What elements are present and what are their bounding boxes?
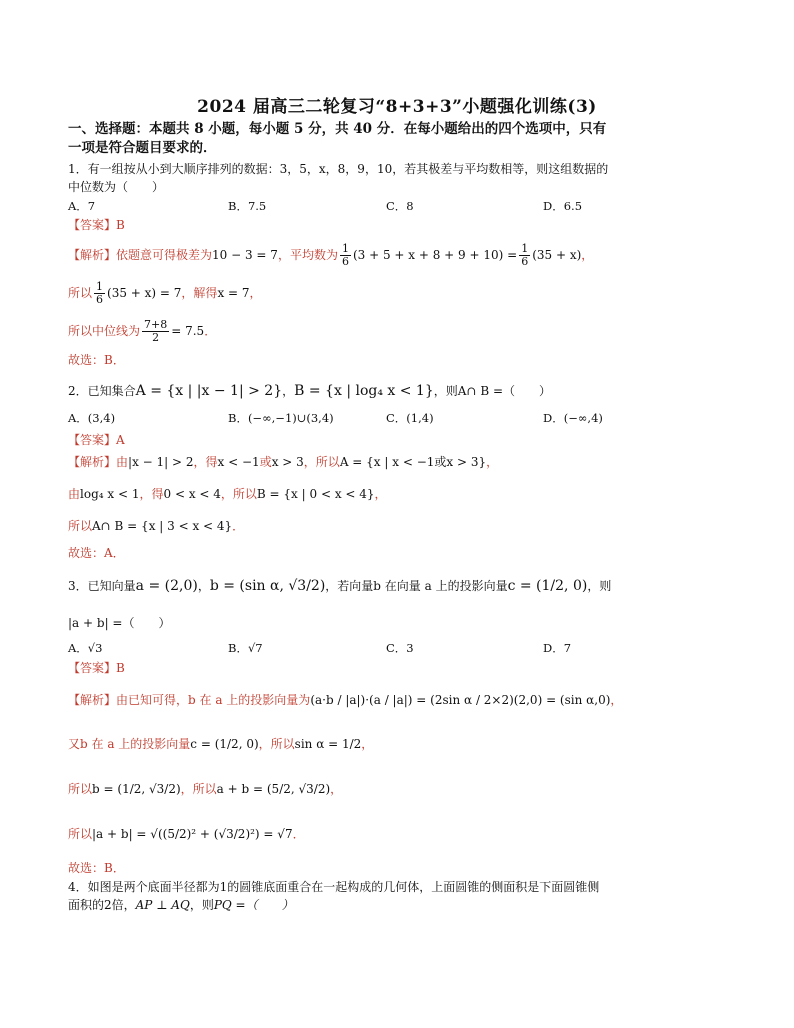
q1-answer: 【答案】B xyxy=(68,218,125,232)
q1-option-b: B．7.5 xyxy=(228,199,267,213)
q2-option-b: B．(−∞,−1)∪(3,4) xyxy=(228,411,334,425)
q3-analysis-line-2: 又b 在 a 上的投影向量c = (1/2, 0)，所以sin α = 1/2， xyxy=(68,737,374,751)
q3-options xyxy=(68,640,728,656)
q1-analysis-tag: 【解析】 xyxy=(68,248,117,262)
q2-option-d: D．(−∞,4) xyxy=(543,411,603,425)
q2-option-a: A．(3,4) xyxy=(68,411,116,425)
q3-answer: 【答案】B xyxy=(68,661,125,675)
q3-option-c: C．3 xyxy=(386,641,414,655)
q3-analysis-line-3: 所以b = (1/2, √3/2)，所以a + b = (5/2, √3/2)， xyxy=(68,782,343,796)
q3-choice: 故选：B． xyxy=(68,861,125,875)
q2-options xyxy=(68,410,728,426)
q2-stem: 2．已知集合A = {x | |x − 1| > 2}，B = {x | log₄ x < 1}，则A∩ B =（ ） xyxy=(68,383,552,399)
q4-stem-line-2: 面积的2倍，AP ⊥ AQ，则PQ =（ ） xyxy=(68,898,294,912)
q1-option-d: D．6.5 xyxy=(543,199,583,213)
q1-stem-line-1: 1．有一组按从小到大顺序排列的数据：3，5，x，8，9，10，若其极差与平均数相等，则这组数据的 xyxy=(68,162,609,176)
q3-option-d: D．7 xyxy=(543,641,572,655)
q4-stem-line-1: 4．如图是两个底面半径都为1的圆锥底面重合在一起构成的几何体，上面圆锥的侧面积是下面圆锥侧 xyxy=(68,880,600,894)
q1-analysis-line-1: 【解析】依题意可得极差为10 − 3 = 7，平均数为 $\frac{1}{6}$ (3 + 5 + x + 8 + 9 + 10) = $\frac{1}{6}$ (35 + x)， xyxy=(68,242,594,268)
q1-choice: 故选：B． xyxy=(68,353,125,367)
q1-analysis-line-3: 所以中位线为 $\frac{7+8}{2}$ = 7.5． xyxy=(68,318,217,344)
q3-analysis-line-1: 【解析】由已知可得，b 在 a 上的投影向量为(a·b / |a|)·(a / |a|) = (2sin α / 2×2)(2,0) = (sin α,0)， xyxy=(68,693,623,707)
section-heading-line-2: 一项是符合题目要求的． xyxy=(68,140,217,156)
q1-option-a: A．7 xyxy=(68,199,96,213)
page-title: 2024 届高三二轮复习“8+3+3”小题强化训练(3) xyxy=(197,97,597,117)
section-heading-line-1: 一、选择题：本题共 8 小题，每小题 5 分，共 40 分．在每小题给出的四个选项中，只有 xyxy=(68,121,607,137)
q2-analysis-line-1: 【解析】由|x − 1| > 2，得x < −1或x > 3，所以A = {x | x < −1或x > 3}， xyxy=(68,455,499,469)
q1-analysis-line-2: 所以 $\frac{1}{6}$ (35 + x) = 7，解得x = 7， xyxy=(68,280,262,306)
q2-analysis-line-3: 所以A∩ B = {x | 3 < x < 4}． xyxy=(68,519,245,533)
q3-stem-line-1: 3．已知向量a = (2,0)，b = (sin α, √3/2)，若向量b 在向量 a 上的投影向量c = (1/2, 0)，则 xyxy=(68,578,612,594)
q2-choice: 故选：A． xyxy=(68,546,125,560)
q2-analysis-line-2: 由log₄ x < 1，得0 < x < 4，所以B = {x | 0 < x < 4}， xyxy=(68,487,387,501)
q3-analysis-line-4: 所以|a + b| = √((5/2)² + (√3/2)²) = √7． xyxy=(68,827,305,841)
q3-stem-line-2: |a + b| =（ ） xyxy=(68,616,171,630)
q2-answer: 【答案】A xyxy=(68,433,125,447)
q2-option-c: C．(1,4) xyxy=(386,411,434,425)
q1-stem-line-2: 中位数为（ ） xyxy=(68,180,165,194)
q1-option-c: C．8 xyxy=(386,199,414,213)
q3-option-a: A．√3 xyxy=(68,641,103,655)
q3-option-b: B．√7 xyxy=(228,641,263,655)
q1-options xyxy=(68,198,728,214)
